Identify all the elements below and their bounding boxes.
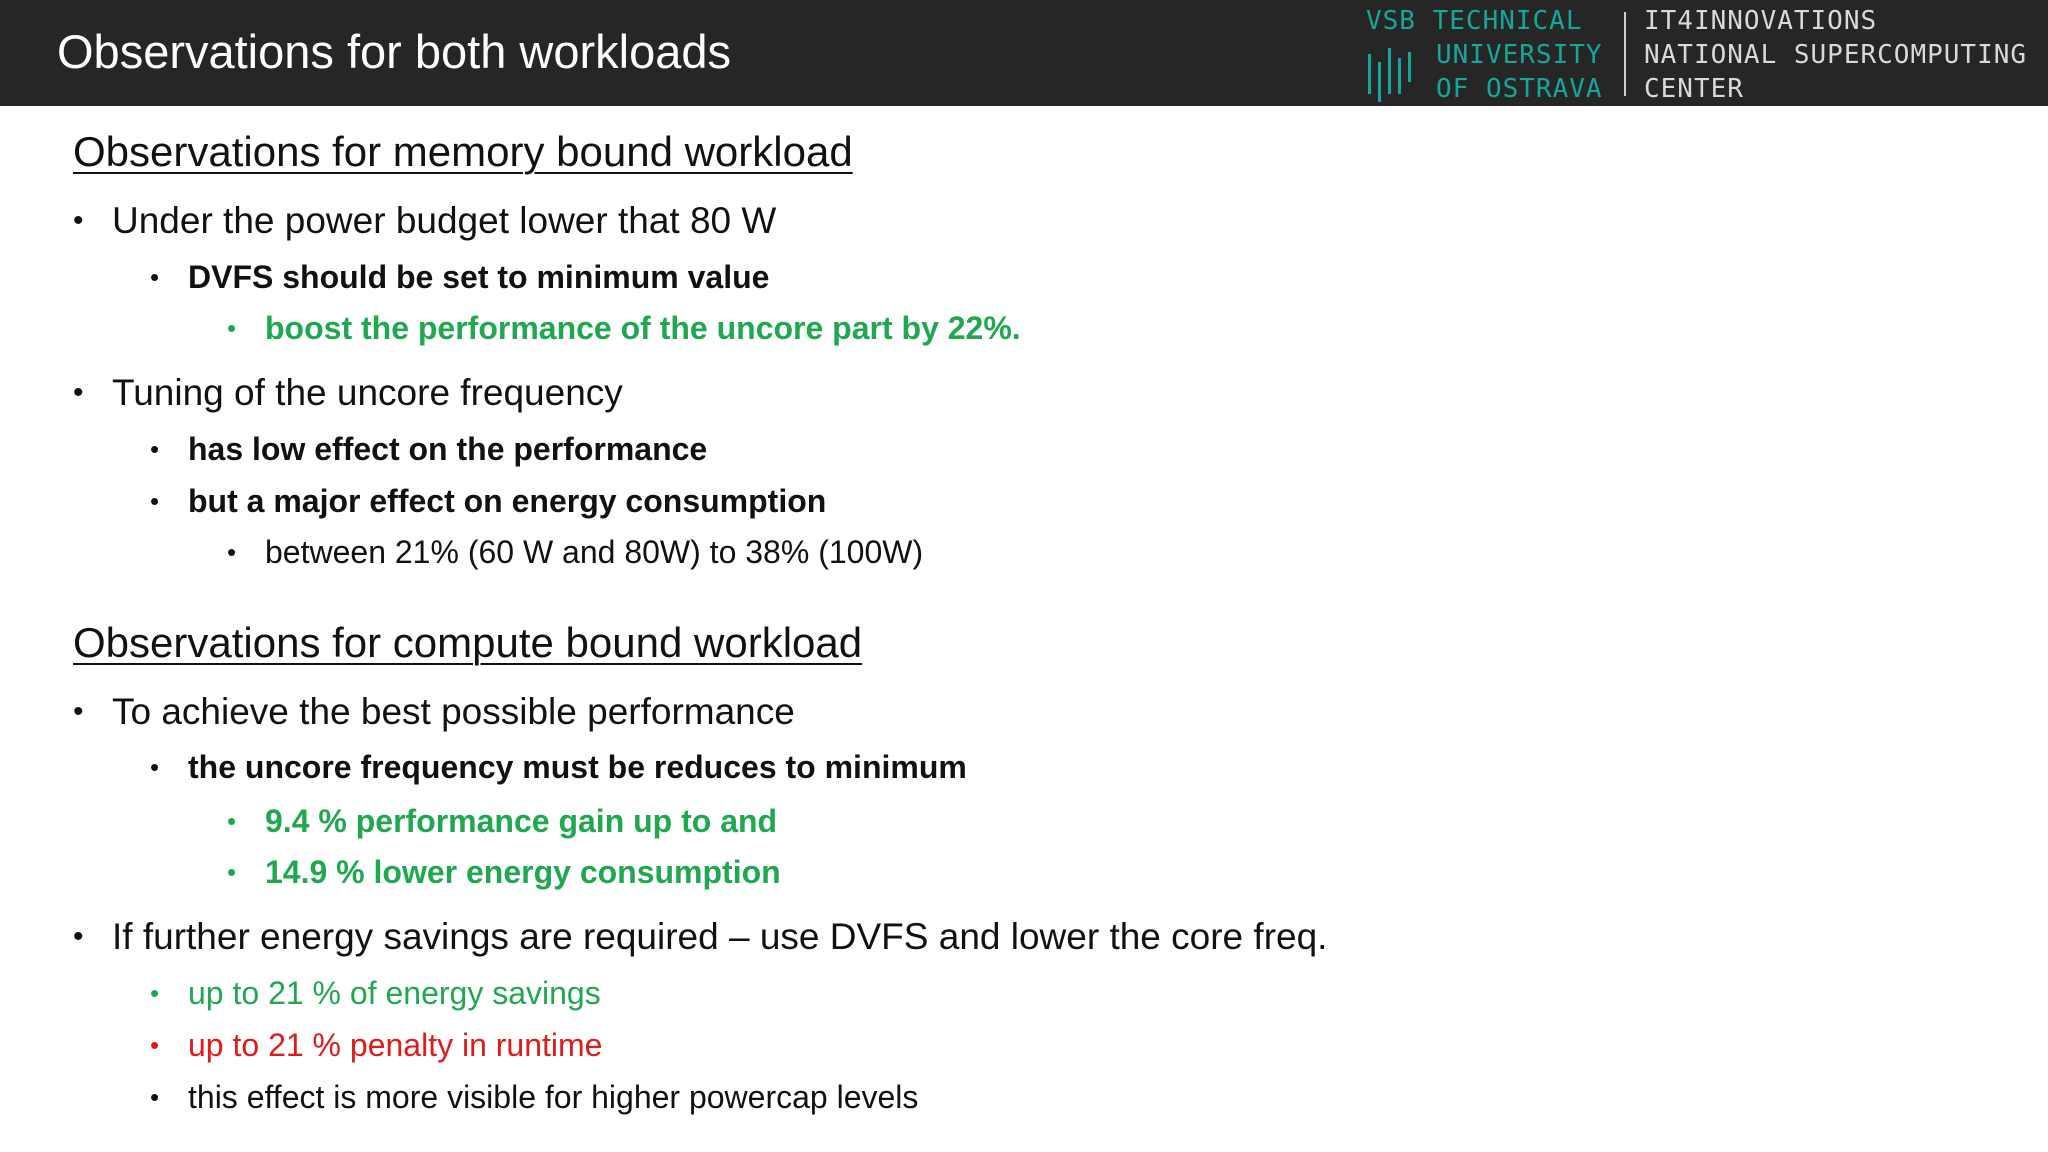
list-item-text: Under the power budget lower that 80 W	[112, 200, 777, 241]
bullet-icon: •	[150, 262, 160, 292]
list-item-text: DVFS should be set to minimum value	[188, 259, 770, 295]
list-item-text: up to 21 % penalty in runtime	[188, 1027, 603, 1063]
list-item-text: this effect is more visible for higher powercap levels	[188, 1079, 919, 1115]
bullet-icon: •	[227, 857, 237, 887]
bullet-icon: •	[73, 204, 84, 237]
it4i-logo-line3: CENTER	[1644, 74, 1744, 104]
list-item-text: between 21% (60 W and 80W) to 38% (100W)	[265, 534, 924, 570]
list-item-text: 14.9 % lower energy consumption	[265, 854, 781, 890]
bullet-icon: •	[227, 313, 237, 343]
list-item-text: has low effect on the performance	[188, 431, 708, 467]
list-item-text: but a major effect on energy consumption	[188, 483, 827, 519]
memory-section-heading: Observations for memory bound workload	[73, 128, 853, 175]
list-item-text: 9.4 % performance gain up to and	[265, 803, 778, 839]
vsb-logo-line2: UNIVERSITY	[1436, 40, 1603, 70]
logo-divider	[1624, 12, 1626, 96]
bullet-icon: •	[150, 434, 160, 464]
bullet-icon: •	[150, 1030, 160, 1060]
list-item-text: up to 21 % of energy savings	[188, 975, 601, 1011]
slide-title: Observations for both workloads	[57, 25, 731, 78]
bullet-icon: •	[73, 695, 84, 728]
it4i-logo-line1: IT4INNOVATIONS	[1644, 6, 1878, 36]
header-bar	[0, 0, 2048, 106]
list-item-text: If further energy savings are required – use DVFS and lower the core freq.	[112, 916, 1328, 957]
vsb-logo	[1366, 4, 1628, 104]
vsb-bars-icon	[1366, 48, 1416, 104]
bullet-icon: •	[73, 376, 84, 409]
bullet-icon: •	[150, 978, 160, 1008]
it4i-logo	[1644, 4, 2044, 106]
bullet-icon: •	[150, 486, 160, 516]
bullet-icon: •	[150, 752, 160, 782]
it4i-logo-line2: NATIONAL SUPERCOMPUTING	[1644, 40, 2028, 70]
vsb-logo-line3: OF OSTRAVA	[1436, 74, 1603, 104]
list-item-text: Tuning of the uncore frequency	[112, 372, 623, 413]
slide-content	[0, 106, 2048, 1152]
list-item-text: boost the performance of the uncore part by 22%.	[265, 310, 1021, 346]
list-item-text: the uncore frequency must be reduces to minimum	[188, 749, 967, 785]
compute-section-heading: Observations for compute bound workload	[73, 619, 863, 666]
vsb-logo-line1: VSB TECHNICAL	[1366, 6, 1583, 36]
bullet-icon: •	[150, 1082, 160, 1112]
list-item-text: To achieve the best possible performance	[112, 691, 795, 732]
bullet-icon: •	[227, 806, 237, 836]
bullet-icon: •	[73, 920, 84, 953]
bullet-icon: •	[227, 537, 237, 567]
